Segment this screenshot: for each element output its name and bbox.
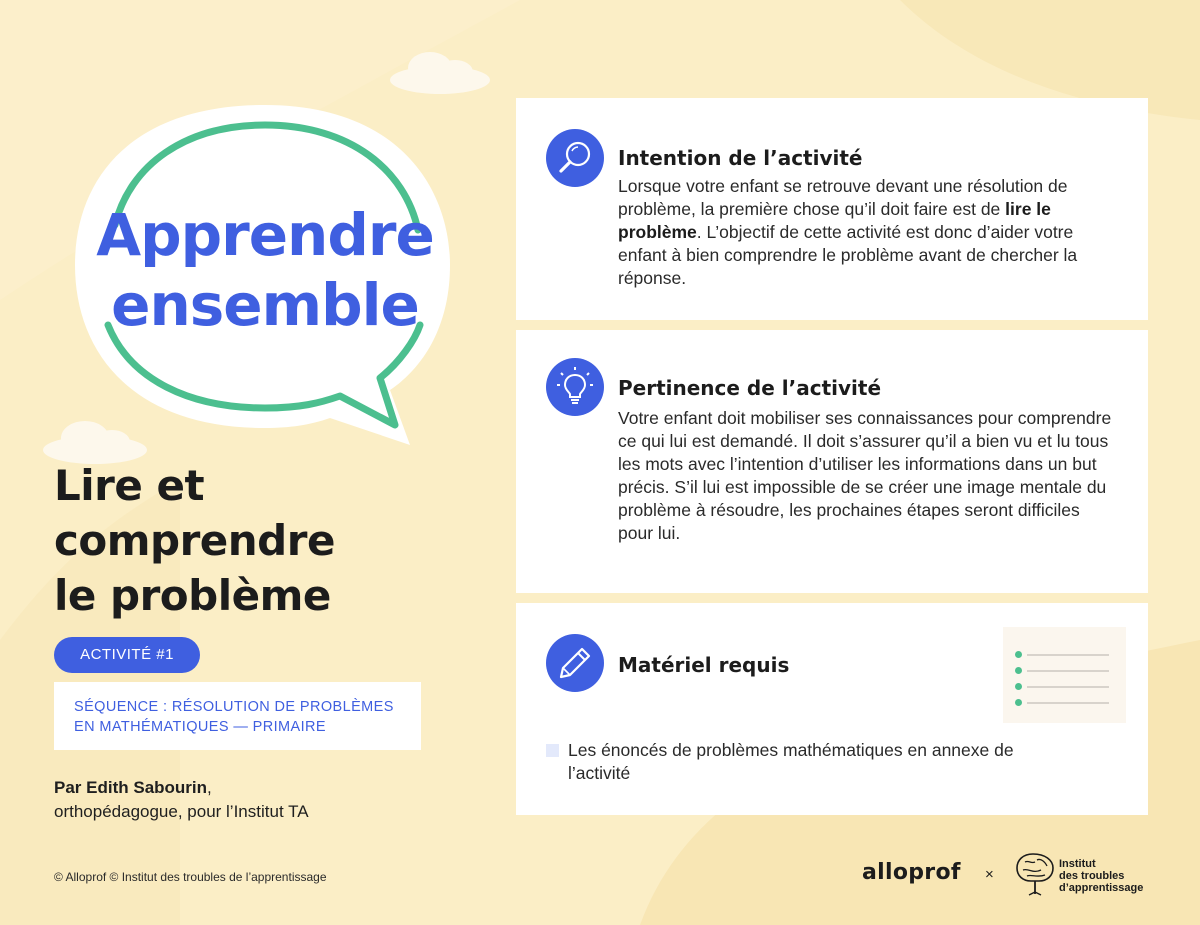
logo-separator: × [985,866,994,883]
annex-thumbnail [1003,627,1126,723]
sequence-label [54,682,421,750]
magnifier-icon [546,129,604,187]
intention-text-part-1: Lorsque votre enfant se retrouve devant une résolution de problème, la première chose qu’il doit faire est de [618,176,1068,219]
pencil-icon [546,634,604,692]
institut-ta-logo [1013,848,1163,898]
author-name: Edith Sabourin [86,778,208,797]
title-line-3: le problème [54,571,331,620]
materiel-card [516,603,1148,815]
materiel-title: Matériel requis [618,653,790,677]
institut-ta-text [1059,858,1143,894]
logo-line-2: ensemble [111,271,419,339]
page-title [54,458,454,623]
author-prefix: Par [54,778,87,797]
activity-badge: ACTIVITÉ #1 [54,637,200,673]
author-suffix: , [207,778,212,797]
ita-line-3: d’apprentissage [1059,882,1144,894]
sequence-line-2: EN MATHÉMATIQUES — PRIMAIRE [74,719,326,735]
ita-line-2: des troubles [1059,870,1125,882]
pertinence-card [516,330,1148,593]
pertinence-text: Votre enfant doit mobiliser ses connaissances pour comprendre ce qui lui est demandé. Il doit s’assurer qu’il a bien vu et lu tous les mots avec l’intention d’utiliser les informations dans un but précis. S’il lui est impossible de se créer une image mentale du problème à résoudre, les prochaines étapes seront difficiles pour lui. [618,408,1112,543]
intention-card [516,98,1148,320]
author-role: orthopédagogue, pour l’Institut TA [54,802,309,821]
logo-line-1: Apprendre [96,201,434,269]
sequence-line-1: SÉQUENCE : RÉSOLUTION DE PROBLÈMES [74,699,394,715]
pertinence-title: Pertinence de l’activité [618,376,882,400]
intention-text-bold: lire le problème [618,199,1051,242]
lightbulb-icon [546,358,604,416]
copyright: © Alloprof © Institut des troubles de l’apprentissage [54,870,327,884]
ita-line-1: Institut [1059,858,1096,870]
intention-text [618,175,1118,290]
intention-text-part-2: . L’objectif de cette activité est donc d’aider votre enfant à bien comprendre le problème avant de chercher la réponse. [618,222,1078,288]
title-line-1: Lire et [54,461,205,510]
alloprof-logo: alloprof [862,860,961,885]
apprendre-ensemble-logo [70,100,460,460]
materiel-item-text: Les énoncés de problèmes mathématiques en annexe de l’activité [568,740,1014,783]
intention-title: Intention de l’activité [618,146,863,170]
materiel-item [546,739,1016,785]
title-line-2: comprendre [54,516,335,565]
checkbox[interactable] [546,744,559,757]
tree-brain-icon [1013,848,1057,898]
author-credit [54,776,309,824]
